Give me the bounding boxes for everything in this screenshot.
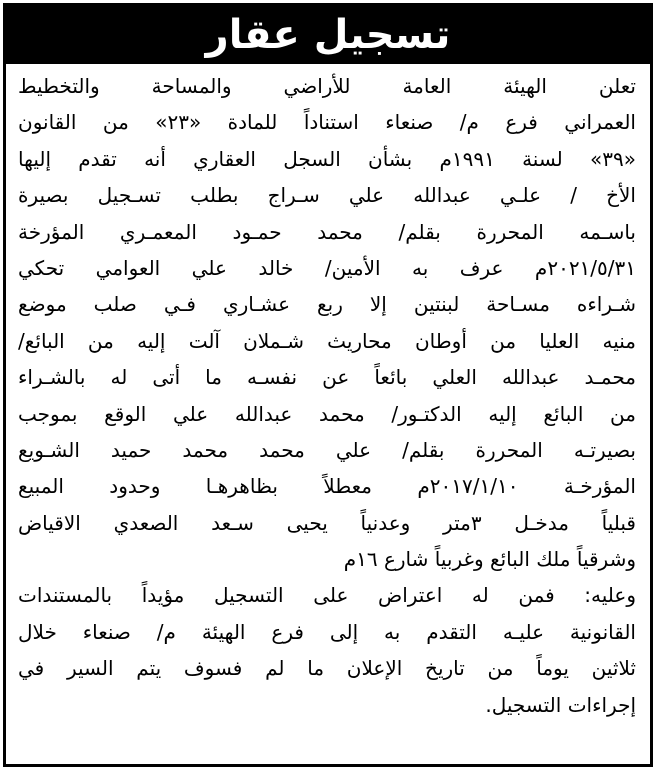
text-line: «٣٩» لسنة ١٩٩١م بشأن السجل العقاري أنه تقدم إليها [18,146,636,171]
text-line: المؤرخـة ٢٠١٧/١/١٠م معطلاً بظاهرهـا وحدود المبيع [18,474,636,499]
notice-body [6,64,650,723]
text-line: بصيرتـه المحررة بقلم/ علي محمد محمد حميد الشـويع [18,437,636,462]
announcement-paragraph [18,68,636,577]
text-line: منيه العليا من أوطان محاريث شـملان آلت إليه من البائع/ [18,328,636,353]
objection-paragraph [18,577,636,723]
text-line: ٢٠٢١/٥/٣١م عرف به الأمين/ خالد علي العوامي تحكي [18,255,636,280]
text-line: القانونية عليـه التقدم به إلى فرع الهيئة م/ صنعاء خلال [18,619,636,644]
title-banner [6,6,650,64]
text-line: العمراني فرع م/ صنعاء استناداً للمادة «٢٣» من القانون [18,110,636,135]
text-line: وشرقياً ملك البائع وغربياً شارع ١٦م [343,547,636,572]
legal-notice [3,3,653,767]
notice-title: تسجيل عقار [205,12,451,58]
text-line: ثلاثين يوماً من تاريخ الإعلان ما لم فسوف يتم السير في [18,656,636,681]
text-line: الأخ / علـي عبدالله علي سـراج بطلب تسـجيل بصيرة [18,183,636,208]
text-line: وعليه: فمن له اعتراض على التسجيل مؤيداً بالمستندات [18,583,636,608]
text-line: إجراءات التسجيل. [485,692,636,717]
text-line: من البائع إليه الدكتـور/ محمد عبدالله علي الوقع بموجب [18,401,636,426]
text-line: باسـمه المحررة بقلم/ محمد حمـود المعمـري المؤرخة [18,219,636,244]
text-line: تعلن الهيئة العامة للأراضي والمساحة والتخطيط [18,74,636,98]
text-line: شـراءه مسـاحة لبنتين إلا ربع عشـاري فـي صلب موضع [18,292,636,317]
text-line: قبلياً مدخـل ٣متر وعدنياً يحيى سـعد الصعدي الاقياض [18,510,636,535]
text-line: محمـد عبدالله العلي بائعاً عن نفسـه ما أتى له بالشـراء [18,365,636,390]
